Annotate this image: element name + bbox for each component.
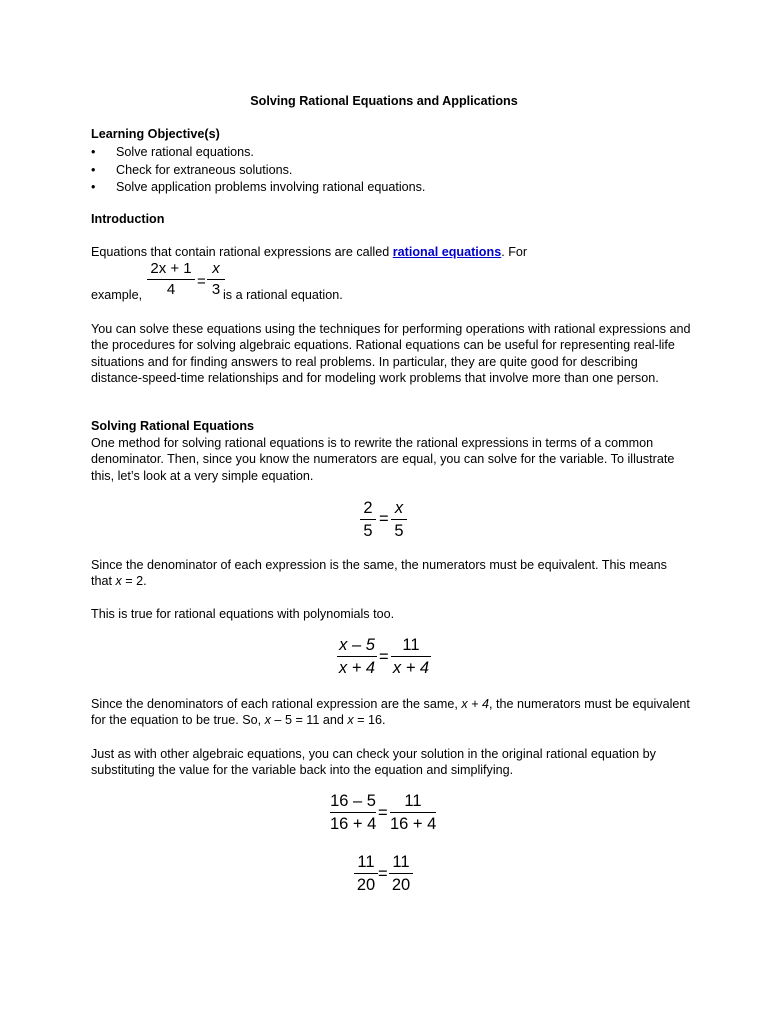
solving-heading: Solving Rational Equations — [91, 419, 255, 433]
bullet-icon: • — [91, 180, 96, 194]
fraction: x – 5 x + 4 — [338, 636, 376, 677]
objectives-heading: Learning Objective(s) — [91, 127, 220, 141]
fraction: 2x + 1 4 — [147, 259, 195, 300]
fraction: 11 20 — [354, 851, 378, 896]
rational-equations-link[interactable]: rational equations — [392, 245, 502, 259]
intro-paragraph: You can solve these equations using the techniques for performing operations with rational expressions and the procedures for solving algebraic equations. Rational equations can be useful for representing real-life situations and for finding answers to real problems. In particular, they are quite good for describing distance-speed-time relationships and for modeling work problems that involve more than one person. — [91, 322, 691, 385]
equivalent-paragraph: Since the denominators of each rational expression are the same, x + 4, the numerators must be equivalent for the equation to be true. So, x – 5 = 11 and x = 16. — [91, 697, 690, 728]
solving-paragraph: One method for solving rational equations is to rewrite the rational expressions in terms of a common denominator. Then, since you know the numerators are equal, you can solve for the variable. To illustrate this, let’s look at a very simple equation. — [91, 436, 675, 483]
intro-line1: Equations that contain rational expressions are called rational equations. For — [91, 245, 528, 259]
bullet-icon: • — [91, 162, 96, 177]
list-item: • Solve application problems involving rational equations. — [91, 180, 426, 194]
example-label: example, — [91, 288, 143, 302]
intro-heading: Introduction — [91, 212, 165, 226]
bullet-icon: • — [91, 145, 96, 159]
objectives-list — [91, 144, 425, 197]
fraction: 11 x + 4 — [392, 636, 430, 677]
check-paragraph: Just as with other algebraic equations, you can check your solution in the original rational equation by substituting the value for the variable back into the equation and simplifying. — [91, 747, 656, 778]
fraction: 16 – 5 16 + 4 — [330, 792, 377, 833]
list-item: • Check for extraneous solutions. — [91, 162, 293, 177]
fraction: 11 20 — [389, 851, 413, 896]
example-suffix: is a rational equation. — [223, 288, 343, 302]
page-title: Solving Rational Equations and Applications — [250, 94, 518, 108]
fraction: x 5 — [391, 497, 407, 542]
fraction: 11 16 + 4 — [390, 792, 437, 833]
document-page: Solving Rational Equations and Applications Learning Objective(s) • Solve rational equations. • Check for extraneous solutions. • Solve application problems involving rational equations. Introduction Equations that contain rational expressions are called rational equations. For 2x + 1 4 = x 3 example, is a rational equation. You can solve these equations using the techniques for performing operations with rational expressions and the procedures for solving algebraic equations. Rational equations can be useful for representing real-life situations and for finding answers to real problems. In particular, they are quite good for describing distance-speed-time relationships and for modeling work problems that involve more than one person. Solving Rational Equations One method for solving rational equations is to rewrite the rational expressions in terms of a common denominator. Then, since you know the numerators are equal, you can solve for the variable. To illustrate this, let’s look at a very simple equation. 2 5 = x 5 Since the denominator of each expression is the same, the numerators must be equivalent. This means that x = 2. This is true for rational equations with polynomials too. x – 5 x + 4 = 11 x + 4 Since the denominators of each rational expression are the same, x + 4, the numerators must be equivalent for the equation to be true. So, x – 5 = 11 and x = 16. Just as with other algebraic equations, you can check your solution in the original rational equation by substituting the value for the variable back into the equation and simplifying. 16 – 5 16 + 4 = 11 16 + 4 11 20 = 11 20 — [0, 0, 768, 1024]
denominator-paragraph: Since the denominator of each expression is the same, the numerators must be equivalent. This means that x = 2. — [91, 558, 667, 589]
polynomials-paragraph: This is true for rational equations with polynomials too. — [91, 607, 395, 621]
list-item: • Solve rational equations. — [91, 145, 254, 159]
fraction: x 3 — [207, 259, 225, 300]
fraction: 2 5 — [360, 497, 376, 542]
